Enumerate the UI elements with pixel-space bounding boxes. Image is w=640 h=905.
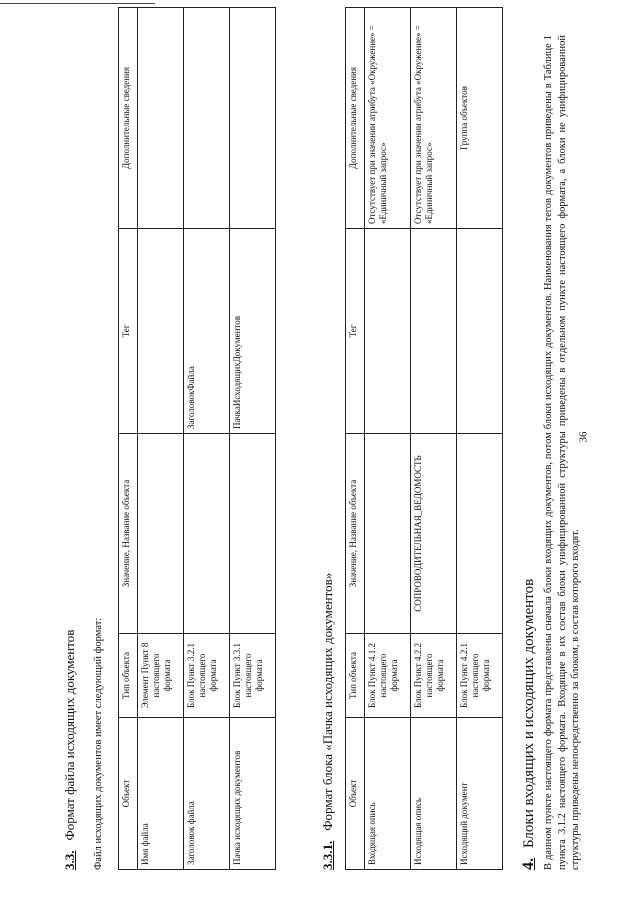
table-cell: Входящая опись <box>365 718 411 870</box>
section-title: Блоки входящих и исходящих документов <box>521 578 537 848</box>
table-cell: Исходящий документ <box>457 718 503 870</box>
table-row <box>138 8 184 870</box>
table-header-row <box>346 8 365 870</box>
table-cell: Элемент Пункт 8 настоящего формата <box>138 634 184 718</box>
table-cell: Группа объектов <box>457 8 503 229</box>
column-header: Дополнительные сведения <box>346 8 365 229</box>
table-cell: ЗаголовокФайла <box>184 229 230 434</box>
table-cell: Блок Пункт 4.1.2 настоящего формата <box>365 634 411 718</box>
table-cell: Блок Пункт 3.3.1 настоящего формата <box>230 634 276 718</box>
table-cell <box>457 229 503 434</box>
column-header: Значение, Название объекта <box>119 434 138 634</box>
table-cell <box>138 229 184 434</box>
table-row <box>230 8 276 870</box>
column-header: Значение, Название объекта <box>346 434 365 634</box>
table-cell <box>457 434 503 634</box>
section-number: 3.3.1. <box>320 840 335 870</box>
section-4-paragraph: В данном пункте настоящего формата представлены сначала блоки входящих документов, потом блоки исходящих документов. Наименования тегов документов приведены в Таблице 1 пункта 3.1.2 настоящего формата. Входящие в их состав блоки унифицированной структуры приведены в отдельном пункте настоящего формата, а блоки не унифицированной структуры приведены непосредственно за блоком, в состав которого входят. <box>543 35 581 870</box>
page-number: 36 <box>577 431 590 443</box>
file-format-table <box>118 7 276 870</box>
table-row <box>457 8 503 870</box>
section-heading-4 <box>520 579 538 870</box>
column-header: Тег <box>119 229 138 434</box>
section-heading-3-3 <box>62 630 78 870</box>
column-header: Тег <box>346 229 365 434</box>
table-row <box>365 8 411 870</box>
column-header: Тип объекта <box>119 634 138 718</box>
rotated-page-content <box>20 10 620 890</box>
scan-edge-line <box>0 3 155 4</box>
column-header: Тип объекта <box>346 634 365 718</box>
table-cell: Заголовок файла <box>184 718 230 870</box>
table-cell <box>365 434 411 634</box>
column-header: Дополнительные сведения <box>119 8 138 229</box>
section-title: Формат блока «Пачка исходящих документов» <box>320 572 335 831</box>
table-cell: Имя файла <box>138 718 184 870</box>
package-block-table <box>345 7 503 870</box>
section-number: 4. <box>520 858 537 870</box>
table-row <box>184 8 230 870</box>
table-cell <box>411 229 457 434</box>
column-header: Объект <box>346 718 365 870</box>
column-header: Объект <box>119 718 138 870</box>
table-cell: СОПРОВОДИТЕЛЬНАЯ_ВЕДОМОСТЬ <box>411 434 457 634</box>
table-cell: Блок Пункт 4.2.2 настоящего формата <box>411 634 457 718</box>
section-number: 3.3. <box>62 850 77 870</box>
table-cell <box>138 434 184 634</box>
table-cell: Блок Пункт 3.2.1 настоящего формата <box>184 634 230 718</box>
section-title: Формат файла исходящих документов <box>62 629 77 841</box>
table-cell: Блок Пункт 4.2.1 настоящего формата <box>457 634 503 718</box>
table-cell <box>230 434 276 634</box>
table-cell: Отсутствует при значении атрибута «Окружение» = «Единичный запрос» <box>411 8 457 229</box>
table-cell <box>184 434 230 634</box>
section-intro: Файл исходящих документов имеет следующий формат: <box>93 617 104 870</box>
table-cell <box>365 229 411 434</box>
table-cell <box>230 8 276 229</box>
table-cell: Пачка исходящих документов <box>230 718 276 870</box>
section-heading-3-3-1 <box>320 573 336 870</box>
table-cell: Отсутствует при значении атрибута «Окружение» = «Единичный запрос» <box>365 8 411 229</box>
table-cell <box>184 8 230 229</box>
table-cell <box>138 8 184 229</box>
table-cell: Исходящая опись <box>411 718 457 870</box>
table-row <box>411 8 457 870</box>
table-cell: ПачкаИсходящихДокументов <box>230 229 276 434</box>
table-header-row <box>119 8 138 870</box>
